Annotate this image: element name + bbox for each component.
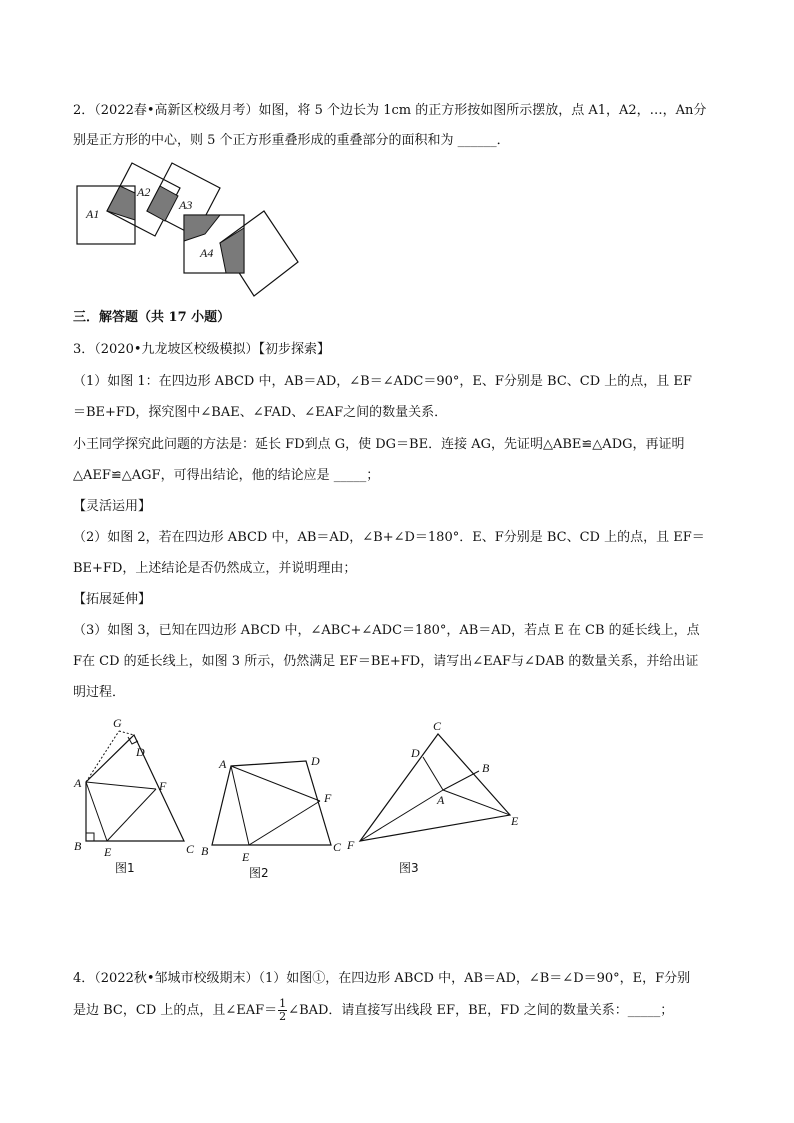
fig3-label-a: A <box>437 793 445 807</box>
label-a4: A4 <box>200 246 214 260</box>
q2-line-1: 2．（2022春•高新区校级月考）如图，将 5 个边长为 1cm 的正方形按如图所示摆放，点 A1，A2，…，An分 <box>73 103 707 118</box>
fig1-right-angle-b <box>86 833 94 841</box>
section-3-title: 三．解答题（共 17 小题） <box>73 310 231 325</box>
fig2-label-c: C <box>333 840 342 854</box>
fig2-label-a: A <box>219 757 227 771</box>
figure-1 <box>73 716 195 875</box>
fig3-ab <box>443 771 479 790</box>
fig2-caption: 图2 <box>249 866 269 880</box>
fig2-label-e: E <box>242 850 250 864</box>
q2-line-2: 别是正方形的中心，则 5 个正方形重叠形成的重叠部分的面积和为 ______． <box>73 133 510 148</box>
fig3-label-d: D <box>411 746 420 760</box>
fig1-gd-dashed <box>119 731 134 735</box>
q4-line-2 <box>73 998 673 1024</box>
fig1-label-f: F <box>159 779 167 793</box>
fig1-label-c: C <box>186 842 195 856</box>
fig3-triangle-cfe <box>360 734 510 841</box>
fig3-label-c: C <box>433 719 442 733</box>
q3-line-12: 明过程． <box>73 685 126 700</box>
fig3-label-f: F <box>347 838 355 852</box>
fig3-ae <box>443 790 510 815</box>
fig1-label-a: A <box>74 776 82 790</box>
fig1-caption: 图1 <box>115 861 135 875</box>
fig2-label-f: F <box>324 791 332 805</box>
figure-2 <box>201 754 342 880</box>
fig1-ag-dashed <box>86 731 119 782</box>
q3-line-3: ＝BE+FD，探究图中∠BAE、∠FAD、∠EAF之间的数量关系． <box>73 405 448 420</box>
fig2-ef <box>249 801 320 845</box>
fig3-caption: 图3 <box>399 861 419 875</box>
fig1-label-g: G <box>113 716 122 730</box>
fraction-denominator: 2 <box>279 1010 287 1023</box>
fig1-ae <box>86 782 107 841</box>
label-a3: A3 <box>179 198 193 212</box>
fig2-label-d: D <box>311 754 320 768</box>
q3-line-1: 3．（2020•九龙坡区校级模拟）【初步探索】 <box>73 342 331 357</box>
figure-3 <box>346 719 519 875</box>
fig1-ef <box>107 789 156 841</box>
q3-line-9: 【拓展延伸】 <box>73 592 152 607</box>
q3-line-10: （3）如图 3，已知在四边形 ABCD 中，∠ABC+∠ADC＝180°，AB＝AD，若点 E 在 CB 的延长线上，点 <box>73 623 700 638</box>
fig3-label-e: E <box>511 814 519 828</box>
fraction-one-half <box>278 998 287 1023</box>
label-a1: A1 <box>86 207 100 221</box>
fig1-quadrilateral <box>86 735 184 841</box>
fig1-label-e: E <box>104 845 112 859</box>
q3-line-4: 小王同学探究此问题的方法是：延长 FD到点 G，使 DG＝BE．连接 AG，先证明△ABE≌△ADG，再证明 <box>73 437 685 452</box>
fig3-da <box>423 757 443 790</box>
fig2-ae <box>231 766 249 845</box>
q3-line-11: F在 CD 的延长线上，如图 3 所示，仍然满足 EF＝BE+FD，请写出∠EAF与∠DAB 的数量关系，并给出证 <box>73 654 699 669</box>
q3-line-2: （1）如图 1：在四边形 ABCD 中，AB＝AD，∠B＝∠ADC＝90°，E、F分别是 BC、CD 上的点，且 EF <box>73 374 692 389</box>
fig1-label-b: B <box>74 839 82 853</box>
fig3-label-b: B <box>482 761 490 775</box>
fig2-quadrilateral <box>212 761 331 845</box>
q4-line-2-after: ∠BAD．请直接写出线段 EF，BE，FD 之间的数量关系：_____； <box>288 1003 674 1018</box>
label-a2: A2 <box>137 185 151 199</box>
q3-line-7: （2）如图 2，若在四边形 ABCD 中，AB＝AD，∠B+∠D＝180°．E、F分别是 BC、CD 上的点，且 EF＝ <box>73 530 705 545</box>
q3-line-6: 【灵活运用】 <box>73 499 152 514</box>
fig1-af <box>86 782 156 789</box>
q3-line-8: BE+FD，上述结论是否仍然成立，并说明理由； <box>73 561 357 576</box>
fig2-af <box>231 766 320 801</box>
q4-line-2-before: 是边 BC，CD 上的点，且∠EAF＝ <box>73 1003 278 1018</box>
fig2-label-b: B <box>201 844 209 858</box>
q3-line-5: △AEF≌△AGF，可得出结论，他的结论应是 _____； <box>73 468 380 483</box>
q4-line-1: 4．（2022秋•邹城市校级期末）（1）如图①，在四边形 ABCD 中，AB＝AD，∠B＝∠D＝90°，E，F分别 <box>73 971 691 986</box>
fig1-label-d: D <box>136 745 145 759</box>
fraction-numerator: 1 <box>279 997 287 1010</box>
